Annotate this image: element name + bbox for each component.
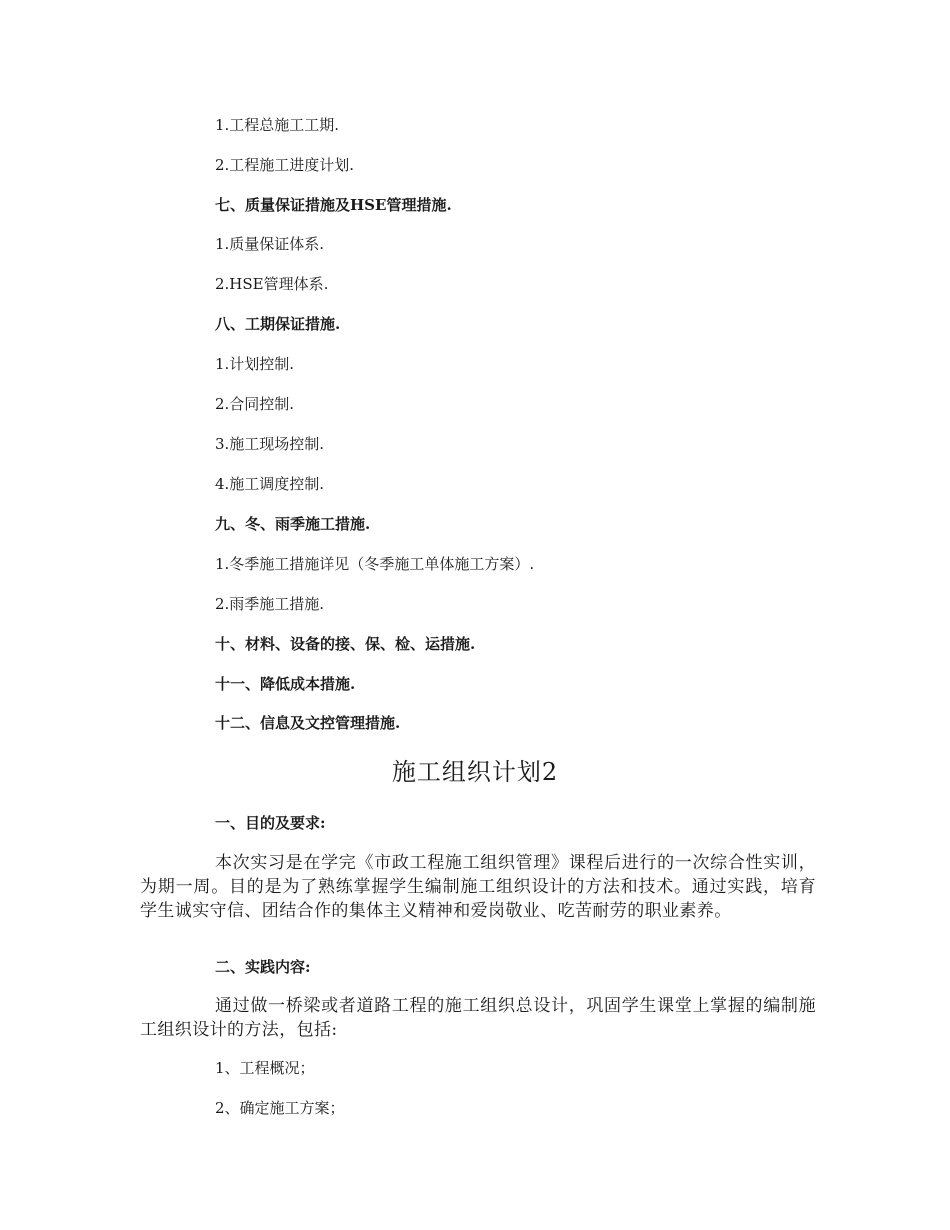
outline-heading: 八、工期保证措施. — [215, 315, 341, 333]
outline-item: 4.施工调度控制. — [215, 475, 325, 493]
body-paragraph: 本次实习是在学完《市政工程施工组织管理》课程后进行的一次综合性实训，为期一周。目的是为了熟练掌握学生编制施工组织设计的方法和技术。通过实践，培育学生诚实守信、团结合作的集体主义精神和爱岗敬业、吃苦耐劳的职业素养。 — [140, 853, 816, 921]
outline-item: 1.冬季施工措施详见（冬季施工单体施工方案）. — [215, 555, 535, 573]
outline-heading: 十、材料、设备的接、保、检、运措施. — [215, 635, 476, 653]
outline-heading: 十一、降低成本措施. — [215, 675, 356, 693]
outline-item: 1.工程总施工工期. — [215, 116, 340, 134]
outline-heading: 九、冬、雨季施工措施. — [215, 515, 371, 533]
list-item: 2、确定施工方案； — [215, 1099, 345, 1117]
outline-item: 3.施工现场控制. — [215, 435, 325, 453]
outline-item: 1.质量保证体系. — [215, 235, 325, 253]
body-paragraph: 通过做一桥梁或者道路工程的施工组织总设计，巩固学生课堂上掌握的编制施工组织设计的方法，包括: — [140, 996, 816, 1040]
outline-item: 2.雨季施工措施. — [215, 595, 325, 613]
outline-item: 1.计划控制. — [215, 355, 295, 373]
outline-item: 2.合同控制. — [215, 395, 295, 413]
section-heading: 二、实践内容: — [215, 958, 311, 976]
section-heading: 一、目的及要求: — [215, 814, 326, 832]
document-title: 施工组织计划2 — [391, 758, 559, 786]
outline-heading: 七、质量保证措施及HSE管理措施. — [215, 196, 452, 214]
outline-heading: 十二、信息及文控管理措施. — [215, 714, 401, 732]
outline-item: 2.HSE管理体系. — [215, 275, 329, 293]
outline-item: 2.工程施工进度计划. — [215, 156, 355, 174]
list-item: 1、工程概况； — [215, 1059, 315, 1077]
